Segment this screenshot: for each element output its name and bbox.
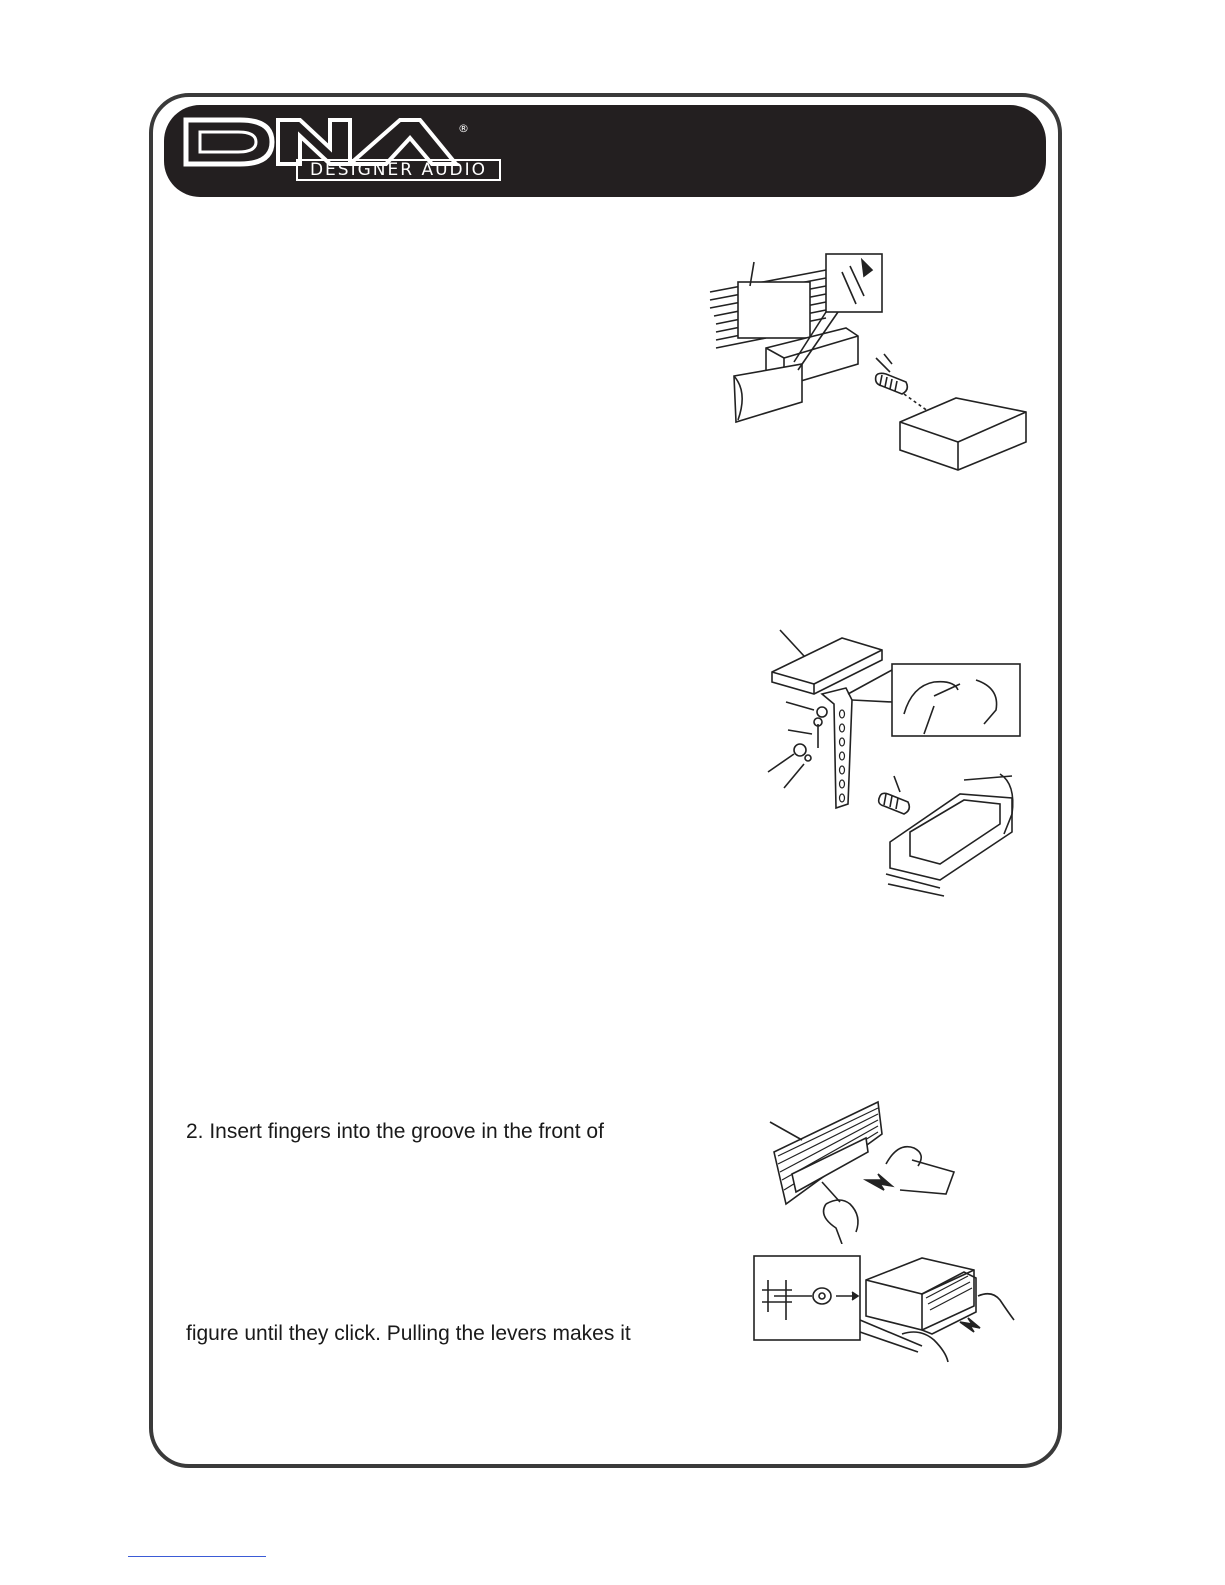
mounting-sleeve-installation-figure [706,252,1031,474]
key-lever-removal-figure [752,1250,1022,1368]
screw-spring [876,354,908,394]
registered-mark: ® [458,122,469,135]
brand-subtitle: DESIGNER AUDIO [296,159,501,181]
instruction-line-2: figure until they click. Pulling the levers makes it [186,1322,631,1345]
bracket-and-screw-mounting-figure [764,624,1026,906]
footer-link-underline[interactable] [128,1556,266,1557]
instruction-line-1: 2. Insert fingers into the groove in the front of [186,1120,604,1143]
frame-removal-figure [766,1094,958,1244]
